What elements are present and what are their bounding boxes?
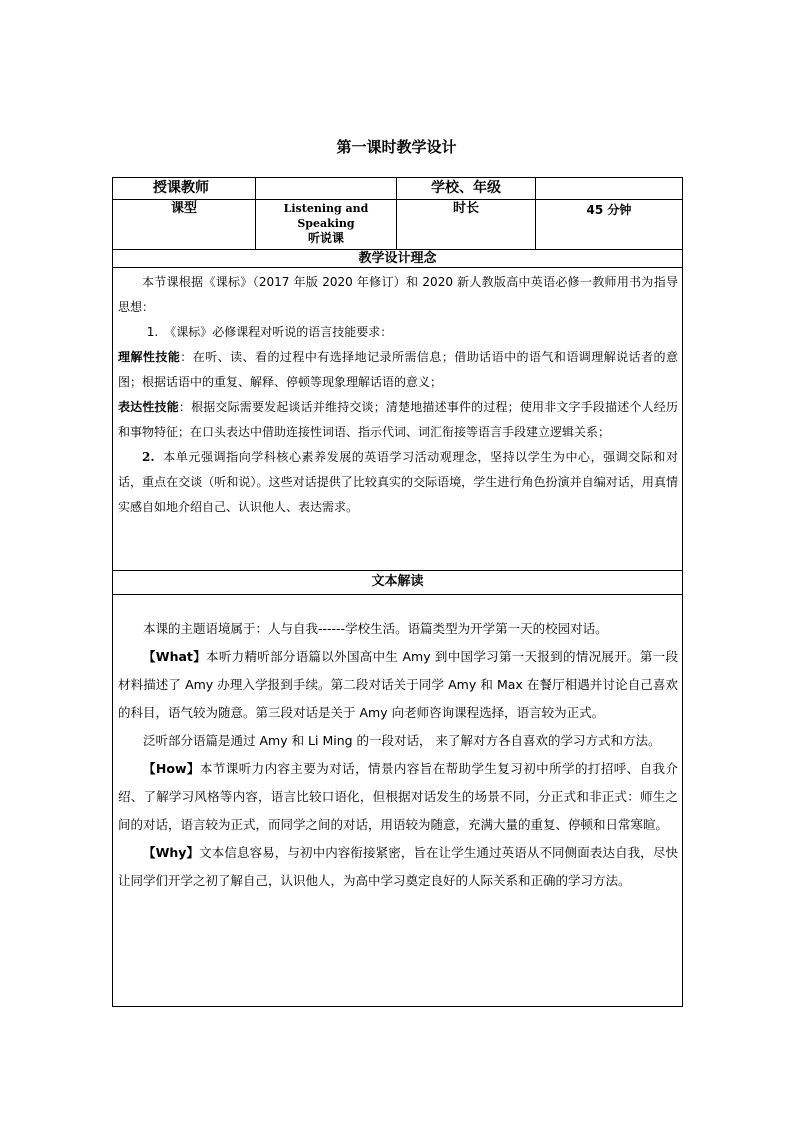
analysis-body (113, 595, 683, 1007)
type-value-cn: 听说课 (307, 231, 344, 245)
type-value-en: Listening and Speaking (283, 202, 369, 230)
info-row-type (113, 200, 683, 250)
expression-text: ：根据交际需要发起谈话并维持交谈；清楚地描述事件的过程；使用非文字手段描述个人经历和事物特征；在口头表达中借助连接性词语、指示代词、词汇衔接等语言手段建立逻辑关系； (118, 400, 678, 439)
how-text: 本节课听力内容主要为对话，情景内容旨在帮助学生复习初中所学的打招呼、自我介绍、了解学习风格等内容，语言比较口语化，但根据对话发生的场景不同，分正式和非正式：师生之间的对话，语言较为正式，而同学之间的对话，用语较为随意，充满大量的重复、停顿和日常寒暄。 (118, 761, 678, 832)
school-label: 学校、年级 (397, 178, 536, 200)
analysis-heading-row (113, 571, 683, 595)
school-value (536, 178, 683, 200)
duration-label: 时长 (397, 200, 536, 250)
teacher-label: 授课教师 (113, 178, 256, 200)
how-label: 【How】 (143, 761, 200, 776)
point-2-number: 2. (142, 450, 155, 464)
teacher-value (256, 178, 397, 200)
expression-skill (118, 395, 678, 445)
analysis-body-row (113, 595, 683, 1007)
analysis-why (118, 839, 678, 895)
comprehension-text: ：在听、读、看的过程中有选择地记录所需信息；借助话语中的语气和语调理解说话者的意图；根据话语中的重复、解释、停顿等现象理解话语的意义； (118, 350, 678, 389)
type-value (256, 200, 397, 250)
philosophy-body-row (113, 268, 683, 571)
philosophy-body (113, 268, 683, 571)
type-label: 课型 (113, 200, 256, 250)
why-label: 【Why】 (143, 845, 200, 860)
philosophy-point-1: 1. 《课标》必修课程对听说的语言技能要求： (146, 325, 393, 339)
philosophy-point-2 (118, 445, 678, 520)
what-text: 本听力精听部分语篇以外国高中生 Amy 到中国学习第一天报到的情况展开。第一段材料描述了 Amy 办理入学报到手续。第二段对话关于同学 Amy 和 Max 在餐厅相遇并讨论自己喜欢的科目，语气较为随意。第三段对话是关于 Amy 向老师咨询课程选择，语言较为正式。 (118, 649, 678, 720)
expression-label: 表达性技能 (118, 400, 179, 414)
point-2-text: 本单元强调指向学科核心素养发展的英语学习活动观理念，坚持以学生为中心，强调交际和对话，重点在交谈（听和说）。这些对话提供了比较真实的交际语境，学生进行角色扮演并自编对话，用真情实感自如地介绍自己、认识他人、表达需求。 (118, 450, 678, 514)
page-title: 第一课时教学设计 (336, 138, 457, 156)
lesson-design-table (112, 177, 683, 1007)
what-label: 【What】 (143, 649, 207, 664)
why-text: 文本信息容易，与初中内容衔接紧密，旨在让学生通过英语从不同侧面表达自我，尽快让同学们开学之初了解自己，认识他人，为高中学习奠定良好的人际关系和正确的学习方法。 (118, 845, 678, 888)
analysis-theme: 本课的主题语境属于：人与自我------学校生活。语篇类型为开学第一天的校园对话。 (143, 621, 608, 636)
analysis-heading: 文本解读 (113, 571, 683, 595)
analysis-extensive-listening: 泛听部分语篇是通过 Amy 和 Li Ming 的一段对话， 来了解对方各自喜欢的学习方式和方法。 (143, 733, 661, 748)
philosophy-heading: 教学设计理念 (113, 250, 683, 268)
comprehension-skill (118, 345, 678, 395)
philosophy-intro: 本节课根据《课标》（2017 年版 2020 年修订）和 2020 新人教版高中英语必修一教师用书为指导思想： (118, 275, 678, 314)
philosophy-heading-row (113, 250, 683, 268)
analysis-what (118, 643, 678, 727)
info-row-teacher (113, 178, 683, 200)
comprehension-label: 理解性技能 (118, 350, 181, 364)
analysis-how (118, 755, 678, 839)
duration-value: 45 分钟 (536, 200, 683, 250)
